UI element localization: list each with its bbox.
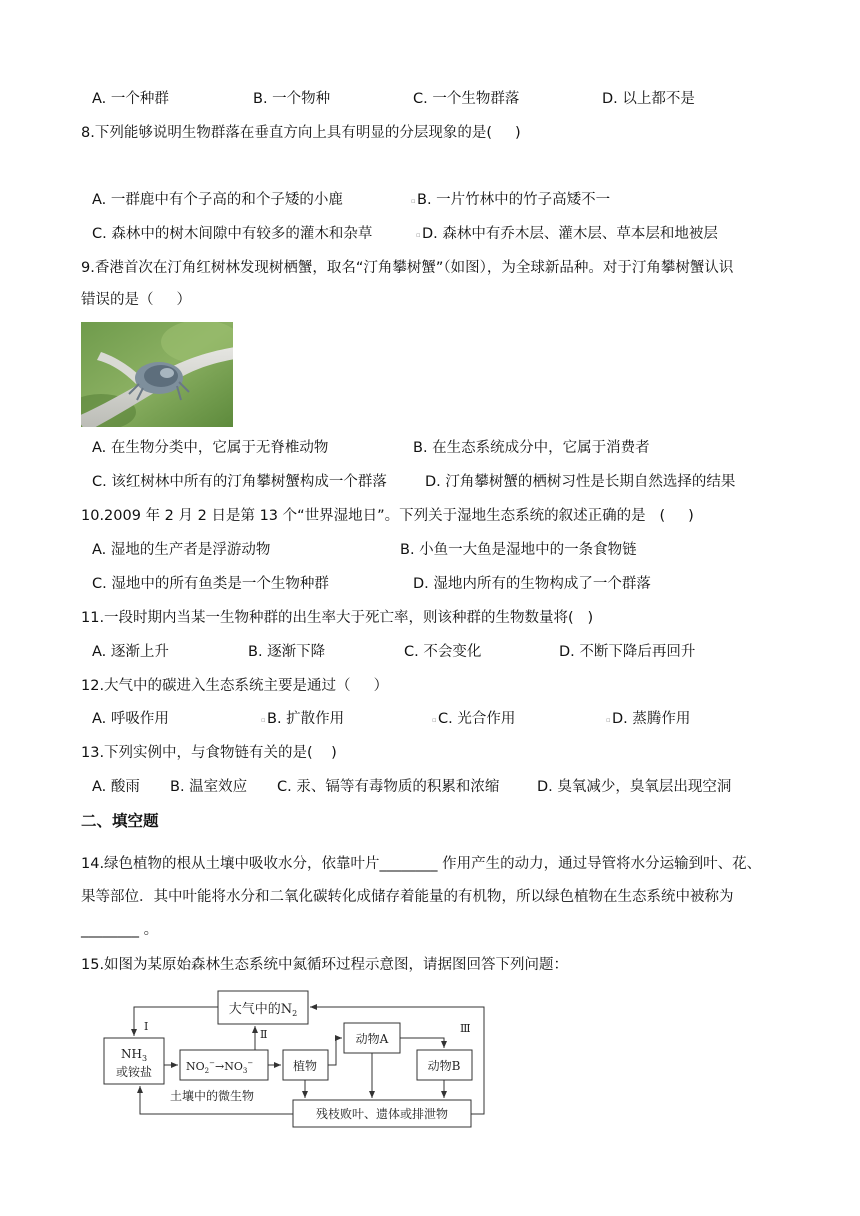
q14-line3: ________ 。 — [81, 922, 159, 938]
q12-option-c[interactable]: C. 光合作用 — [438, 711, 516, 727]
q11-option-a[interactable]: A. 逐渐上升 — [92, 644, 169, 660]
q9-option-d[interactable]: D. 汀角攀树蟹的栖树习性是长期自然选择的结果 — [425, 474, 736, 490]
q9-stem-line2: 错误的是（ ） — [81, 292, 192, 308]
q8-option-c[interactable]: C. 森林中的树木间隙中有较多的灌木和杂草 — [92, 226, 373, 242]
ammonia-label: $NH_3$ — [120, 1047, 148, 1063]
plant-label: 植物 — [292, 1059, 318, 1073]
nitrogen-cycle-diagram — [100, 986, 494, 1134]
q12-option-b[interactable]: B. 扩散作用 — [267, 711, 345, 727]
q12-option-d[interactable]: D. 蒸腾作用 — [612, 711, 691, 727]
q8-option-b[interactable]: B. 一片竹林中的竹子高矮不一 — [417, 192, 611, 208]
q13-option-c[interactable]: C. 汞、镉等有毒物质的积累和浓缩 — [277, 779, 500, 795]
q10-stem: 10.2009 年 2 月 2 日是第 13 个“世界湿地日”。下列关于湿地生态系统的叙述正确的是 ( ) — [81, 508, 694, 524]
q11-option-c[interactable]: C. 不会变化 — [404, 644, 482, 660]
q8-stem: 8.下列能够说明生物群落在垂直方向上具有明显的分层现象的是( ) — [81, 125, 521, 141]
ammonium-label: 或铵盐 — [115, 1065, 153, 1079]
litter-label: 残枝败叶、遗体或排泄物 — [315, 1107, 449, 1121]
q12-option-a[interactable]: A. 呼吸作用 — [92, 711, 169, 727]
q14-line1: 14.绿色植物的根从土壤中吸收水分，依靠叶片________ 作用产生的动力，通过导管将水分运输到叶、花、 — [81, 856, 762, 872]
q10-option-a[interactable]: A. 湿地的生产者是浮游动物 — [92, 542, 271, 558]
q9-option-b[interactable]: B. 在生态系统成分中，它属于消费者 — [413, 440, 650, 456]
q8-option-a[interactable]: A. 一群鹿中有个子高的和个子矮的小鹿 — [92, 192, 343, 208]
animal-b-label: 动物B — [427, 1059, 461, 1073]
q13-stem: 13.下列实例中，与食物链有关的是( ) — [81, 745, 337, 761]
roman-3-label: Ⅲ — [460, 1022, 471, 1035]
q10-option-c[interactable]: C. 湿地中的所有鱼类是一个生物种群 — [92, 576, 329, 592]
q10-option-b[interactable]: B. 小鱼一大鱼是湿地中的一条食物链 — [400, 542, 637, 558]
q13-option-d[interactable]: D. 臭氧减少，臭氧层出现空洞 — [537, 779, 732, 795]
marker-dot: ▫ — [416, 231, 421, 239]
roman-2-label: Ⅱ — [260, 1028, 268, 1041]
marker-dot: ▫ — [432, 716, 437, 724]
roman-1-label: Ⅰ — [144, 1020, 149, 1033]
q13-option-a[interactable]: A. 酸雨 — [92, 779, 140, 795]
q11-option-d[interactable]: D. 不断下降后再回升 — [559, 644, 696, 660]
microbes-label: 土壤中的微生物 — [169, 1089, 255, 1103]
q14-line2: 果等部位．其中叶能将水分和二氧化碳转化成储存着能量的有机物，所以绿色植物在生态系统中被称为 — [81, 889, 734, 905]
atmosphere-label: 大气中的$N_2$ — [228, 1002, 298, 1018]
q9-option-a[interactable]: A. 在生物分类中，它属于无脊椎动物 — [92, 440, 329, 456]
nitrite-nitrate-label: $NO_2^-\to NO_3^-$ — [186, 1059, 254, 1075]
q8-option-d[interactable]: D. 森林中有乔木层、灌木层、草本层和地被层 — [422, 226, 718, 242]
q13-option-b[interactable]: B. 温室效应 — [170, 779, 248, 795]
q9-option-c[interactable]: C. 该红树林中所有的汀角攀树蟹构成一个群落 — [92, 474, 387, 490]
section-heading: 二、填空题 — [81, 812, 159, 830]
q11-option-b[interactable]: B. 逐渐下降 — [248, 644, 326, 660]
animal-a-label: 动物A — [355, 1032, 389, 1046]
q7-option-d[interactable]: D. 以上都不是 — [602, 91, 695, 107]
q7-option-c[interactable]: C. 一个生物群落 — [413, 91, 520, 107]
q11-stem: 11.一段时期内当某一生物种群的出生率大于死亡率，则该种群的生物数量将( ) — [81, 610, 594, 626]
q10-option-d[interactable]: D. 湿地内所有的生物构成了一个群落 — [413, 576, 651, 592]
q7-option-b[interactable]: B. 一个物种 — [253, 91, 331, 107]
marker-dot: ▫ — [411, 197, 416, 205]
q12-stem: 12.大气中的碳进入生态系统主要是通过（ ） — [81, 678, 389, 694]
marker-dot: ▫ — [261, 716, 266, 724]
q15-stem: 15.如图为某原始森林生态系统中氮循环过程示意图，请据图回答下列问题： — [81, 957, 569, 973]
tree-crab-photo — [81, 322, 233, 427]
marker-dot: ▫ — [606, 716, 611, 724]
q9-stem-line1: 9.香港首次在汀角红树林发现树栖蟹，取名“汀角攀树蟹”（如图），为全球新品种。对于汀角攀树蟹认识 — [81, 260, 734, 276]
q7-option-a[interactable]: A. 一个种群 — [92, 91, 169, 107]
